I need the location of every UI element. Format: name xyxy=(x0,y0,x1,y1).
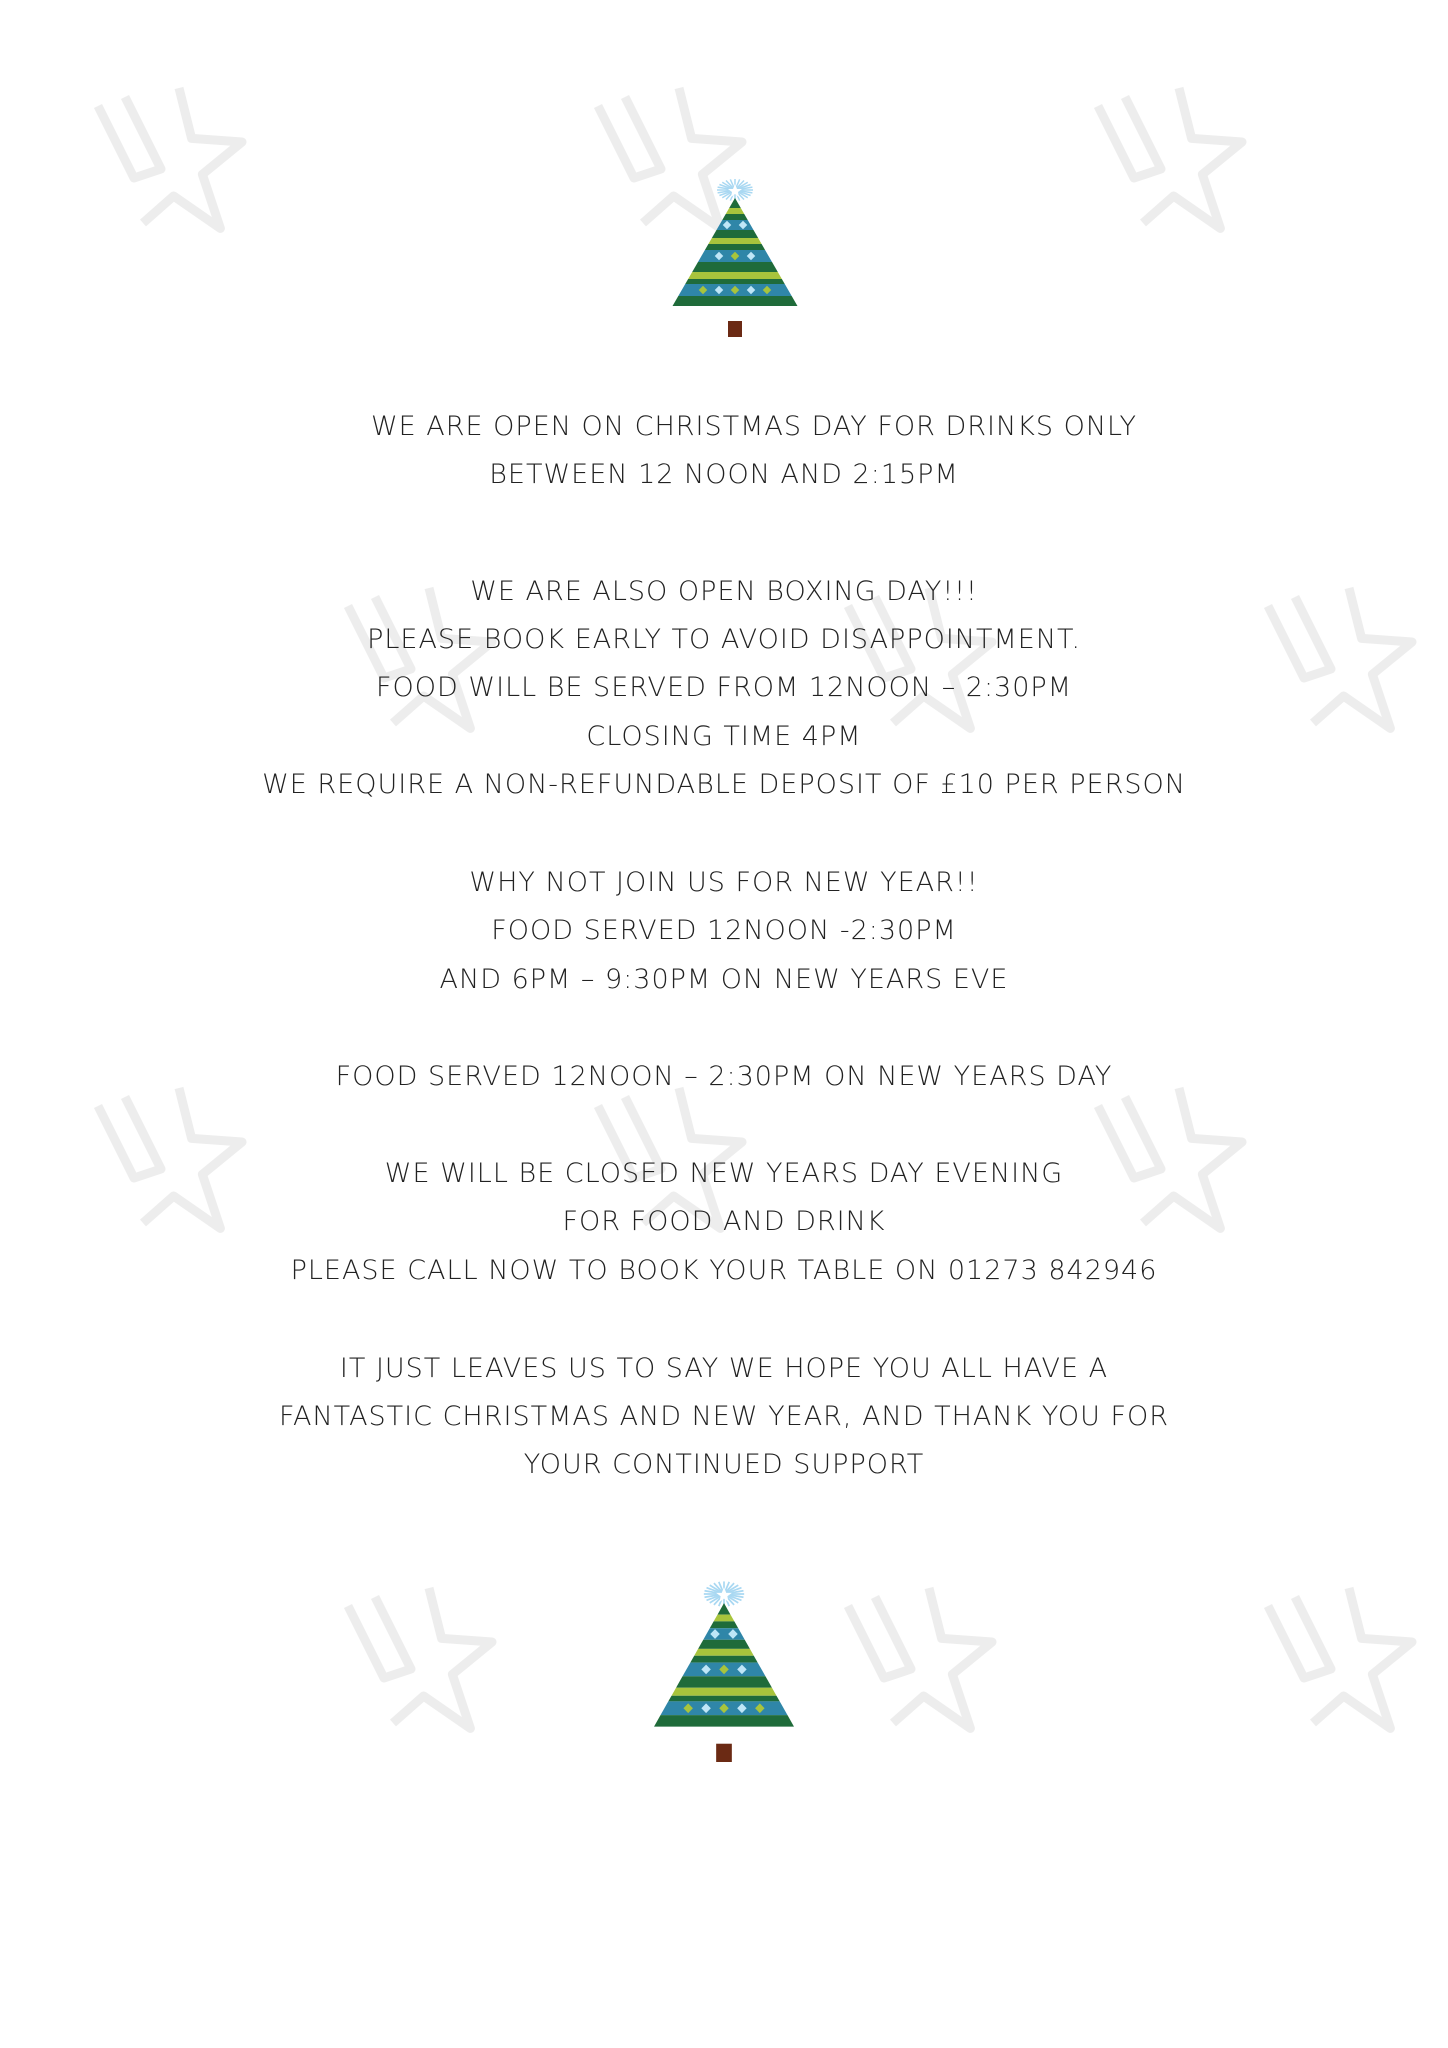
notice-line: FOOD SERVED 12NOON – 2:30PM ON NEW YEARS DAY xyxy=(335,1061,1113,1092)
notice-line: YOUR CONTINUED SUPPORT xyxy=(523,1449,925,1480)
notice-line: WE ARE ALSO OPEN BOXING DAY!!! xyxy=(470,576,978,607)
notice-line: FOR FOOD AND DRINK xyxy=(562,1206,886,1237)
notice-line: WE REQUIRE A NON-REFUNDABLE DEPOSIT OF £10 PER PERSON xyxy=(262,769,1186,800)
notice-line: FOOD SERVED 12NOON -2:30PM xyxy=(491,915,957,946)
notice-line: AND 6PM – 9:30PM ON NEW YEARS EVE xyxy=(439,964,1009,995)
christmas-tree-bottom xyxy=(640,1578,808,1786)
notice-line: PLEASE CALL NOW TO BOOK YOUR TABLE ON 01273 842946 xyxy=(290,1255,1158,1286)
notice-line: FOOD WILL BE SERVED FROM 12NOON – 2:30PM xyxy=(376,672,1072,703)
notice-line: BETWEEN 12 NOON AND 2:15PM xyxy=(489,459,959,490)
notice-line: FANTASTIC CHRISTMAS AND NEW YEAR, AND THANK YOU FOR xyxy=(278,1401,1170,1432)
notice-line: CLOSING TIME 4PM xyxy=(586,721,862,752)
notice-line: PLEASE BOOK EARLY TO AVOID DISAPPOINTMENT. xyxy=(367,624,1081,655)
restaurant-guru-logo-icon xyxy=(1080,70,1260,250)
notice-line: WE ARE OPEN ON CHRISTMAS DAY FOR DRINKS ONLY xyxy=(370,411,1138,442)
notice-line: IT JUST LEAVES US TO SAY WE HOPE YOU ALL HAVE A xyxy=(339,1353,1109,1384)
christmas-tree-top xyxy=(660,176,810,358)
restaurant-guru-logo-icon xyxy=(830,1570,1010,1750)
notice-line: WHY NOT JOIN US FOR NEW YEAR!! xyxy=(469,867,979,898)
restaurant-guru-logo-icon xyxy=(80,70,260,250)
notice-line: WE WILL BE CLOSED NEW YEARS DAY EVENING xyxy=(384,1158,1064,1189)
restaurant-guru-logo-icon xyxy=(1250,1570,1430,1750)
restaurant-guru-logo-icon xyxy=(330,1570,510,1750)
